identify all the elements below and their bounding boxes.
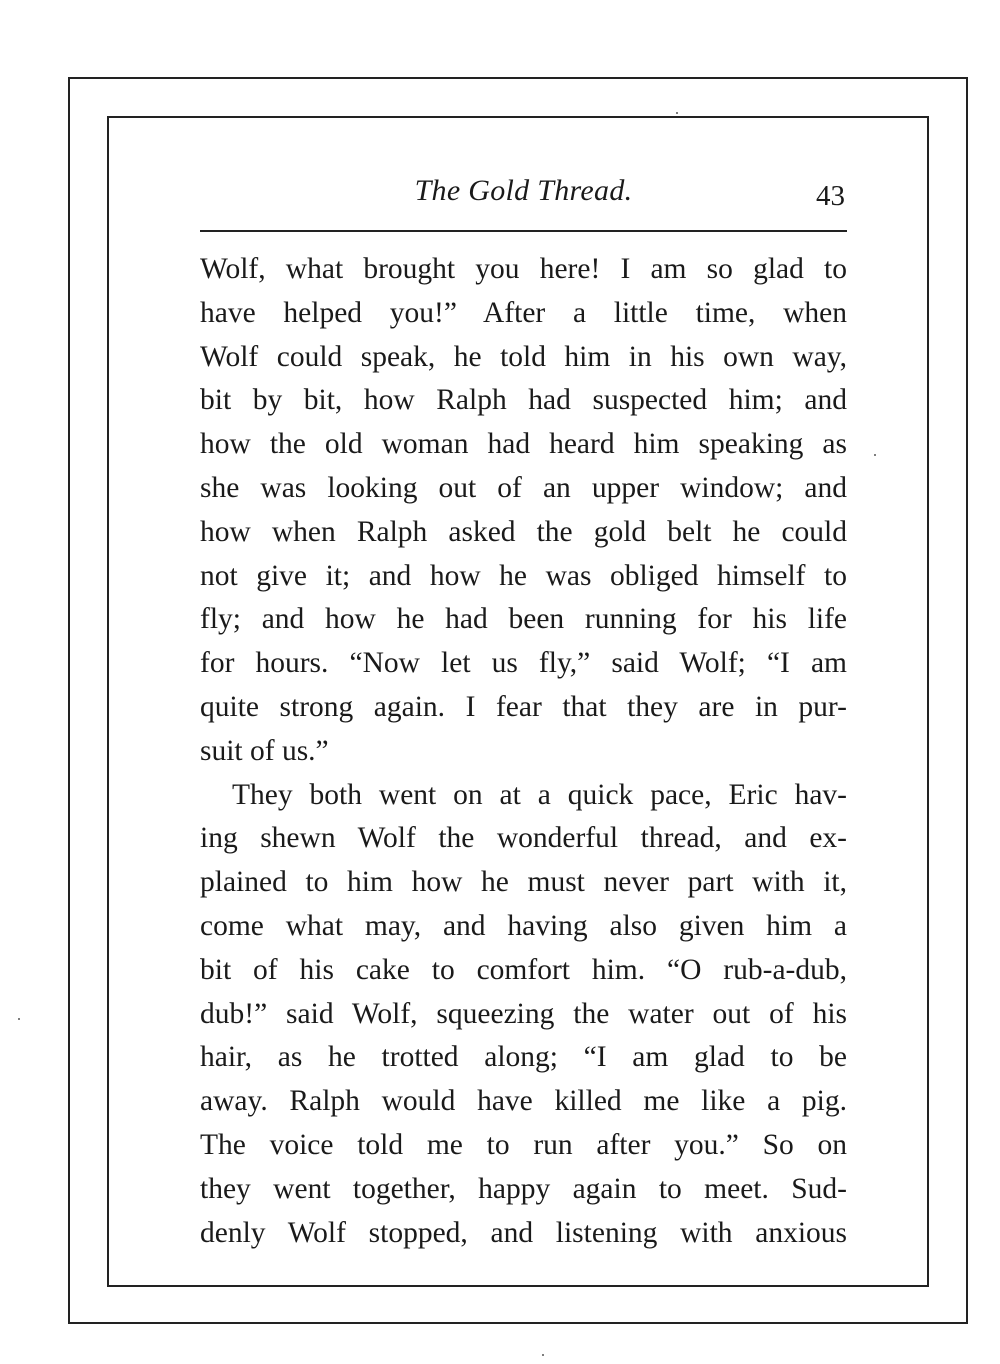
text-line: for hours. “Now let us fly,” said Wolf; “I am: [200, 647, 847, 680]
scan-speck: [18, 1018, 20, 1020]
text-line: suit of us.”: [200, 734, 329, 767]
text-line: The voice told me to run after you.” So on: [200, 1128, 847, 1161]
paragraph-2: [200, 774, 847, 1256]
text-line: how when Ralph asked the gold belt he could: [200, 515, 847, 548]
text-line: They both went on at a quick pace, Eric hav-: [232, 778, 847, 811]
text-line: Wolf could speak, he told him in his own way,: [200, 340, 847, 373]
page-number: 43: [816, 180, 845, 212]
text-line: how the old woman had heard him speaking as: [200, 428, 847, 461]
text-line: ing shewn Wolf the wonderful thread, and ex-: [200, 822, 847, 855]
running-title: The Gold Thread.: [414, 174, 633, 207]
text-line: hair, as he trotted along; “I am glad to be: [200, 1041, 847, 1074]
text-line: she was looking out of an upper window; and: [200, 471, 847, 504]
text-line: quite strong again. I fear that they are in pur-: [200, 690, 847, 723]
text-line: away. Ralph would have killed me like a pig.: [200, 1085, 847, 1118]
header-rule: [200, 230, 847, 232]
text-line: dub!” said Wolf, squeezing the water out of his: [200, 997, 847, 1030]
scan-speck: [874, 454, 876, 456]
scan-speck: [676, 112, 678, 114]
text-line: bit by bit, how Ralph had suspected him; and: [200, 384, 847, 417]
paragraph-1: [200, 248, 847, 774]
text-line: they went together, happy again to meet. Sud-: [200, 1172, 847, 1205]
text-line: fly; and how he had been running for his life: [200, 603, 847, 636]
text-line: denly Wolf stopped, and listening with anxious: [200, 1216, 847, 1249]
body-text: [200, 248, 847, 1255]
text-line: bit of his cake to comfort him. “O rub-a-dub,: [200, 953, 847, 986]
text-line: plained to him how he must never part with it,: [200, 866, 847, 899]
text-line: not give it; and how he was obliged himself to: [200, 559, 847, 592]
text-line: Wolf, what brought you here! I am so glad to: [200, 253, 847, 285]
running-head: [200, 168, 847, 218]
scan-speck: [542, 1354, 544, 1356]
text-line: come what may, and having also given him a: [200, 909, 847, 942]
text-line: have helped you!” After a little time, when: [200, 296, 847, 329]
